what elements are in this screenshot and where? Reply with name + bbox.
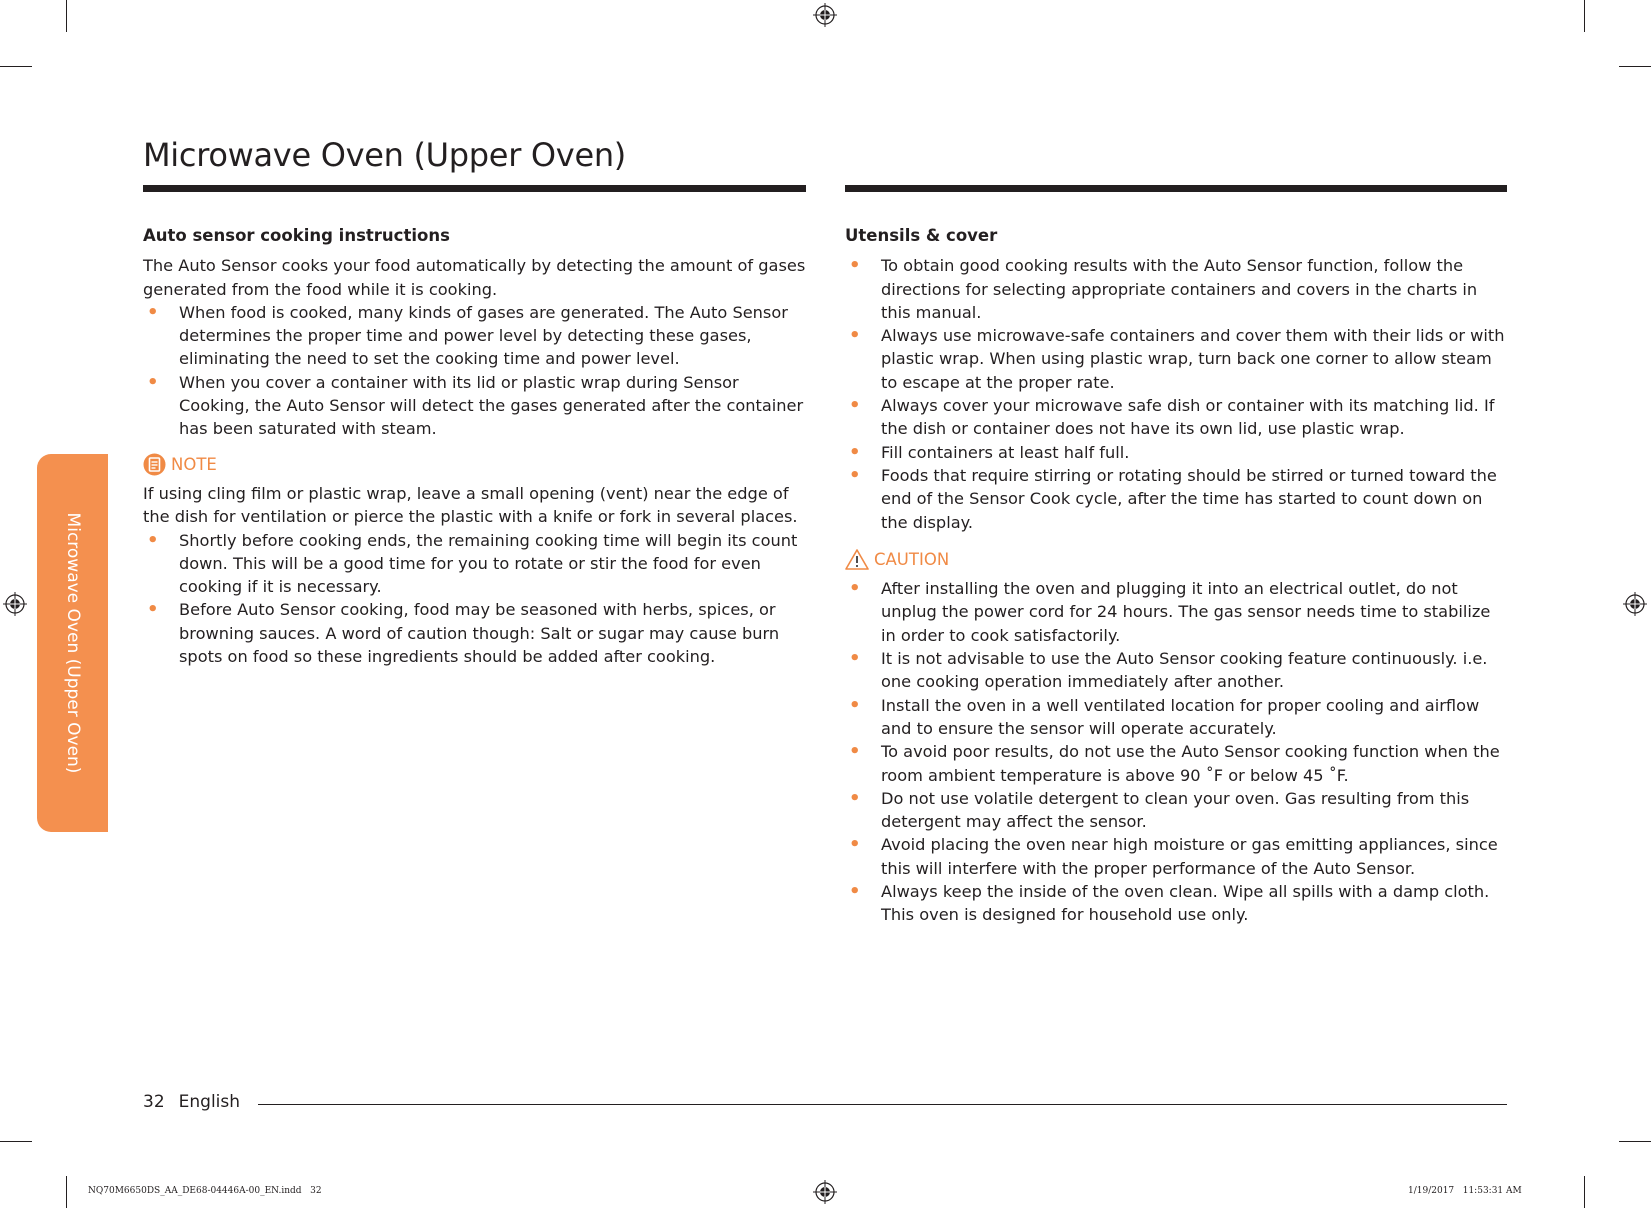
list-item-text: When you cover a container with its lid or plastic wrap during Sensor Cooking, the Auto Sensor will detect the gases generated after the container has been saturated with steam. — [179, 372, 804, 439]
crop-mark — [0, 66, 32, 67]
bullet-list — [845, 577, 1509, 926]
page-number: 32 — [143, 1092, 165, 1112]
bullet-icon: • — [849, 834, 861, 856]
bullet-list — [143, 529, 807, 669]
crop-mark — [1619, 66, 1651, 67]
bullet-list — [845, 254, 1509, 534]
crop-mark — [1619, 1141, 1651, 1142]
list-item — [845, 833, 1509, 880]
bullet-icon: • — [849, 325, 861, 347]
list-item-text: It is not advisable to use the Auto Sensor cooking feature continuously. i.e. one cooking operation immediately after another. — [881, 649, 1488, 692]
note-label-text: NOTE — [171, 454, 217, 474]
section-heading: Utensils & cover — [845, 226, 998, 245]
note-icon — [143, 453, 166, 476]
header-rule-right — [845, 185, 1507, 192]
list-item-text: When food is cooked, many kinds of gases are generated. The Auto Sensor determines the proper time and power level by detecting these gases, eliminating the need to set the cooking time and power level. — [179, 302, 788, 369]
list-item-text: Shortly before cooking ends, the remaining cooking time will begin its count down. This will be a good time for you to rotate or stir the food for even cooking if it is necessary. — [179, 530, 798, 597]
list-item-text: Always cover your microwave safe dish or container with its matching lid. If the dish or container does not have its own lid, use plastic wrap. — [881, 396, 1495, 439]
list-item — [845, 787, 1509, 834]
list-item — [845, 324, 1509, 394]
caution-triangle-icon — [845, 549, 869, 570]
bullet-icon: • — [849, 694, 861, 716]
list-item — [845, 254, 1509, 324]
section-heading: Auto sensor cooking instructions — [143, 226, 450, 245]
crop-mark — [66, 0, 67, 32]
left-column — [143, 224, 807, 668]
bullet-icon: • — [849, 464, 861, 486]
list-item-text: Install the oven in a well ventilated location for proper cooling and airflow and to ensure the sensor will operate accurately. — [881, 695, 1480, 738]
crop-mark — [1584, 1176, 1585, 1208]
list-item — [845, 647, 1509, 694]
registration-mark-icon — [3, 592, 27, 616]
caution-label — [845, 548, 1509, 571]
print-slug-left: NQ70M6650DS_AA_DE68-04446A-00_EN.indd 32 — [88, 1186, 322, 1196]
chapter-side-tab — [37, 454, 108, 832]
bullet-icon: • — [849, 881, 861, 903]
list-item-text: Before Auto Sensor cooking, food may be seasoned with herbs, spices, or browning sauces. A word of caution though: Salt or sugar may cause burn spots on food so these ingredients should be added after cooking. — [179, 600, 780, 667]
list-item — [845, 394, 1509, 441]
header-rule-left — [143, 185, 806, 192]
list-item — [143, 529, 807, 599]
registration-mark-icon — [813, 1180, 837, 1204]
list-item — [143, 301, 807, 371]
bullet-icon: • — [147, 371, 159, 393]
right-column — [845, 224, 1509, 927]
registration-mark-icon — [813, 3, 837, 27]
intro-paragraph: The Auto Sensor cooks your food automatically by detecting the amount of gases generated from the food while it is cooking. — [143, 256, 806, 299]
list-item-text: Always use microwave-safe containers and cover them with their lids or with plastic wrap. When using plastic wrap, turn back one corner to allow steam to escape at the proper rate. — [881, 326, 1505, 392]
list-item — [845, 694, 1509, 741]
caution-label-text: CAUTION — [874, 549, 950, 569]
bullet-icon: • — [849, 395, 861, 417]
print-slug-right: 1/19/2017 11:53:31 AM — [1408, 1186, 1522, 1196]
list-item — [143, 371, 807, 441]
page-footer — [143, 1092, 254, 1112]
bullet-icon: • — [849, 255, 861, 277]
list-item-text: To avoid poor results, do not use the Auto Sensor cooking function when the room ambient temperature is above 90 ˚F or below 45 ˚F. — [881, 742, 1500, 785]
bullet-icon: • — [849, 578, 861, 600]
list-item-text: After installing the oven and plugging it into an electrical outlet, do not unplug the power cord for 24 hours. The gas sensor needs time to stabilize in order to cook satisfactorily. — [881, 579, 1491, 645]
footer-rule — [258, 1104, 1507, 1105]
note-label — [143, 453, 807, 476]
bullet-icon: • — [147, 301, 159, 323]
crop-mark — [66, 1176, 67, 1208]
list-item — [845, 441, 1509, 464]
bullet-icon: • — [849, 441, 861, 463]
list-item — [845, 577, 1509, 647]
list-item — [845, 740, 1509, 787]
side-tab-label: Microwave Oven (Upper Oven) — [62, 512, 83, 774]
bullet-icon: • — [147, 529, 159, 551]
list-item-text: Do not use volatile detergent to clean your oven. Gas resulting from this detergent may affect the sensor. — [881, 788, 1470, 832]
list-item-text: Foods that require stirring or rotating should be stirred or turned toward the end of the Sensor Cook cycle, after the time has started to count down on the display. — [881, 465, 1497, 532]
list-item — [845, 880, 1509, 927]
note-paragraph: If using cling film or plastic wrap, leave a small opening (vent) near the edge of the dish for ventilation or pierce the plastic with a knife or fork in several places. — [143, 483, 798, 527]
footer-language: English — [178, 1092, 241, 1112]
list-item-text: Always keep the inside of the oven clean. Wipe all spills with a damp cloth. This oven is designed for household use only. — [881, 882, 1490, 925]
bullet-icon: • — [849, 787, 861, 809]
bullet-list — [143, 301, 807, 441]
bullet-icon: • — [849, 741, 861, 763]
crop-mark — [1584, 0, 1585, 32]
bullet-icon: • — [147, 599, 159, 621]
list-item-text: Fill containers at least half full. — [881, 442, 1130, 462]
bullet-icon: • — [849, 648, 861, 670]
page-title: Microwave Oven (Upper Oven) — [143, 136, 626, 174]
list-item — [845, 464, 1509, 534]
registration-mark-icon — [1623, 592, 1647, 616]
list-item-text: Avoid placing the oven near high moisture or gas emitting appliances, since this will interfere with the proper performance of the Auto Sensor. — [881, 835, 1498, 878]
list-item — [143, 598, 807, 668]
crop-mark — [0, 1141, 32, 1142]
list-item-text: To obtain good cooking results with the Auto Sensor function, follow the directions for selecting appropriate containers and covers in the charts in this manual. — [881, 256, 1478, 322]
